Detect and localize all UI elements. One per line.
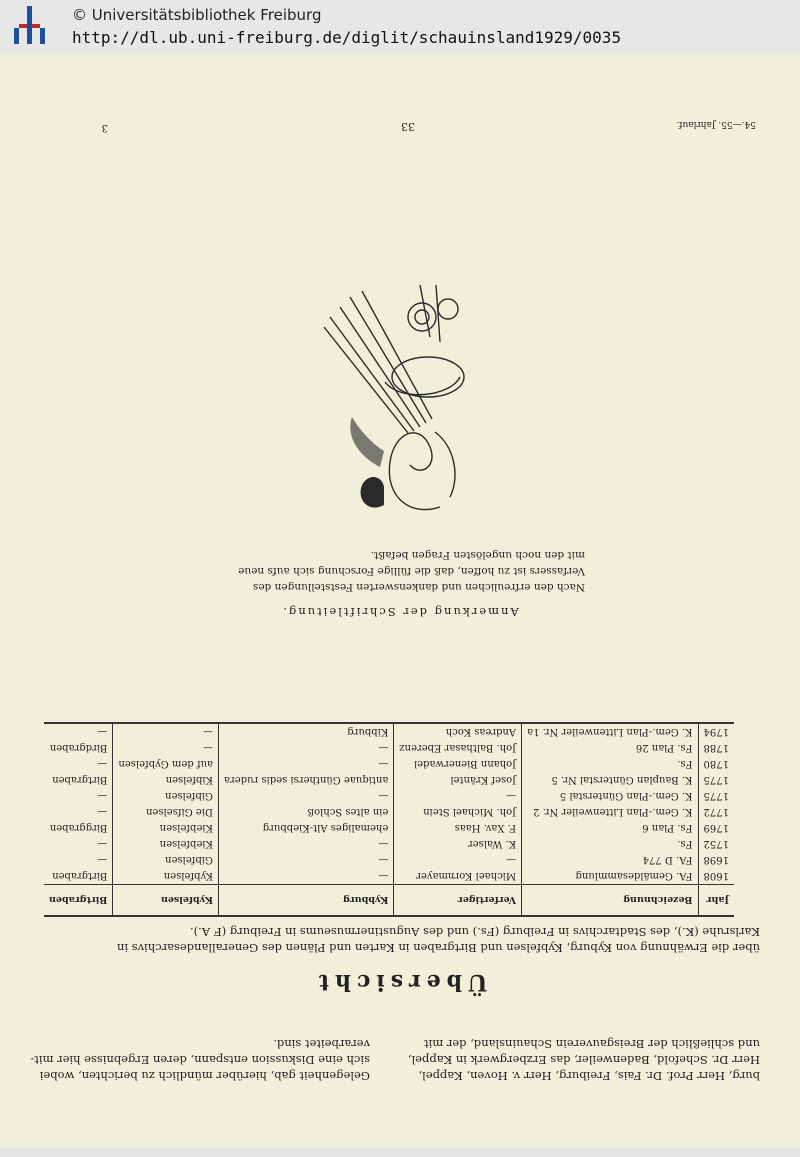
cell-designation: Fs.: [522, 756, 698, 772]
cell-kybburg: —: [219, 852, 394, 868]
cell-kybfelsen: —: [113, 723, 219, 740]
cell-maker: —: [394, 852, 522, 868]
body-text-left-line: burg, Herr Prof. Dr. Fais, Freiburg, Herr v. Hoven, Kappel,: [418, 1069, 760, 1083]
cell-kybfelsen: Kybfelsen: [113, 868, 219, 885]
table-row: [44, 836, 734, 852]
cell-year: 1698: [703, 854, 729, 866]
cell-kybburg: —: [219, 740, 394, 756]
table-row: [44, 788, 734, 804]
overview-intro-line: über die Erwähnung von Kyburg, Kybfelsen und Birtgraben in Karten und Plänen des Generallandesarchivs in: [116, 941, 760, 955]
cell-kybburg: —: [219, 756, 394, 772]
body-text-left-line: Herr Dr. Schefold, Badenweiler, das Erzbergwerk in Kappel,: [407, 1053, 760, 1067]
cell-kybburg: —: [219, 836, 394, 852]
table-row: [44, 756, 734, 772]
editorial-note-line: Nach den erfreulichen und dankenswerten Feststellungen des: [252, 581, 585, 593]
cell-kybfelsen: Kiebfelsen: [113, 836, 219, 852]
cell-kybburg: —: [219, 868, 394, 885]
cell-birtgraben: —: [44, 788, 113, 804]
cell-kybfelsen: Die Gifselsen: [113, 804, 219, 820]
cell-maker: F. Xav. Haas: [394, 820, 522, 836]
cell-maker: Johann Bienerwadel: [394, 756, 522, 772]
cell-designation: FA. D 774: [522, 852, 698, 868]
body-text-left-line: und schließlich der Breisgauverein Schauinsland, der mit: [423, 1037, 760, 1051]
column-header-kybfelsen: Kybfelsen: [113, 885, 219, 917]
cell-maker: Michael Kornmayer: [394, 868, 522, 885]
cell-designation: Fs.: [522, 836, 698, 852]
cell-year: 1780: [703, 758, 729, 770]
cell-kybfelsen: —: [113, 740, 219, 756]
body-text-right-line: Gelegenheit gab, hierüber mündlich zu berichten, wobei: [39, 1069, 370, 1083]
bottom-strip: [0, 1148, 800, 1157]
cell-kybburg: Kibburg: [219, 723, 394, 740]
cell-birtgraben: —: [44, 756, 113, 772]
table-row: [44, 868, 734, 885]
table-header-row: [44, 885, 734, 917]
cell-year: 1608: [703, 870, 729, 882]
cell-birtgraben: Birdgraben: [44, 740, 113, 756]
cell-kybfelsen: Kiebfelsen: [113, 820, 219, 836]
editorial-note-line: mit den noch ungelösten Fragen befaßt.: [370, 549, 585, 561]
cell-maker: Josef Kräntel: [394, 772, 522, 788]
cell-birtgraben: —: [44, 852, 113, 868]
cell-year: 1752: [703, 838, 729, 850]
cell-birtgraben: —: [44, 804, 113, 820]
source-url-link[interactable]: http://dl.ub.uni-freiburg.de/diglit/schauinsland1929/0035: [72, 28, 622, 47]
cell-kybfelsen: Gibfelsen: [113, 788, 219, 804]
cell-designation: K. Gem.-Plan Günterstal 5: [522, 788, 698, 804]
cell-designation: FA. Gemäldesammlung: [522, 868, 698, 885]
cell-birtgraben: —: [44, 836, 113, 852]
decorative-vignette: [320, 277, 480, 517]
signature-mark: 3: [101, 122, 108, 133]
cell-designation: Fs. Plan 26: [522, 740, 698, 756]
cell-maker: K. Walser: [394, 836, 522, 852]
cell-kybburg: —: [219, 788, 394, 804]
body-text-right-line: verarbeitet sind.: [273, 1037, 370, 1051]
table-row: [44, 852, 734, 868]
overview-table: [44, 722, 734, 917]
column-header-birtgraben: Birtgraben: [44, 885, 113, 917]
column-header-kybburg: Kybburg: [219, 885, 394, 917]
cell-maker: Joh. Michael Stein: [394, 804, 522, 820]
cell-year: 1794: [703, 726, 729, 738]
cell-kybburg: ein altes Schloß: [219, 804, 394, 820]
cell-designation: Fs. Plan 6: [522, 820, 698, 836]
cell-kybburg: ehemaliges Alt-Kiebburg: [219, 820, 394, 836]
column-header-year: Jahr: [698, 885, 734, 917]
copyright-line: © Universitätsbibliothek Freiburg: [72, 6, 322, 24]
cell-birtgraben: —: [44, 723, 113, 740]
editorial-note-title: Anmerkung der Schriftleitung.: [281, 605, 519, 619]
table-row: [44, 804, 734, 820]
cell-kybfelsen: Gibfelsen: [113, 852, 219, 868]
cell-designation: K. Bauplan Günterstal Nr. 5: [522, 772, 698, 788]
cell-year: 1775: [703, 790, 729, 802]
column-header-designation: Bezeichnung: [522, 885, 698, 917]
cell-year: 1772: [703, 806, 729, 818]
cell-kybfelsen: Kibfelsen: [113, 772, 219, 788]
table-row: [44, 740, 734, 756]
editorial-note-line: Verfassers ist zu hoffen, daß die füllige Forschung sich aufs neue: [238, 565, 585, 577]
cell-kybfelsen: auf dem Gybfelsen: [113, 756, 219, 772]
cell-kybburg: antiquae Günthersi sedis rudera: [219, 772, 394, 788]
table-row: [44, 820, 734, 836]
cell-maker: —: [394, 788, 522, 804]
cell-maker: Joh. Balthasar Eberenz: [394, 740, 522, 756]
overview-intro-line: Karlsruhe (K.), des Stadtarchivs in Freiburg (Fs.) und des Augustinermuseums in Freiburg (F A.).: [189, 925, 760, 939]
running-header-left: 54.—55. Jahrlauf.: [676, 119, 756, 129]
cell-year: 1769: [703, 822, 729, 834]
cell-year: 1775: [703, 774, 729, 786]
cell-designation: K. Gem.-Plan Littenweiler Nr. 1a: [522, 723, 698, 740]
cell-birtgraben: Birggraben: [44, 820, 113, 836]
cell-birtgraben: Birtgraben: [44, 772, 113, 788]
cell-year: 1788: [703, 742, 729, 754]
cell-maker: Andreas Koch: [394, 723, 522, 740]
table-row: [44, 723, 734, 740]
overview-heading: Übersicht: [312, 969, 488, 995]
cell-birtgraben: Birtgraben: [44, 868, 113, 885]
page-number: 33: [401, 120, 415, 133]
table-row: [44, 772, 734, 788]
cell-designation: K. Gem.-Plan Littenweiler Nr. 2: [522, 804, 698, 820]
body-text-right-line: sich eine Diskussion entspann, deren Ergebnisse hier mit-: [30, 1053, 370, 1067]
column-header-maker: Verfertiger: [394, 885, 522, 917]
